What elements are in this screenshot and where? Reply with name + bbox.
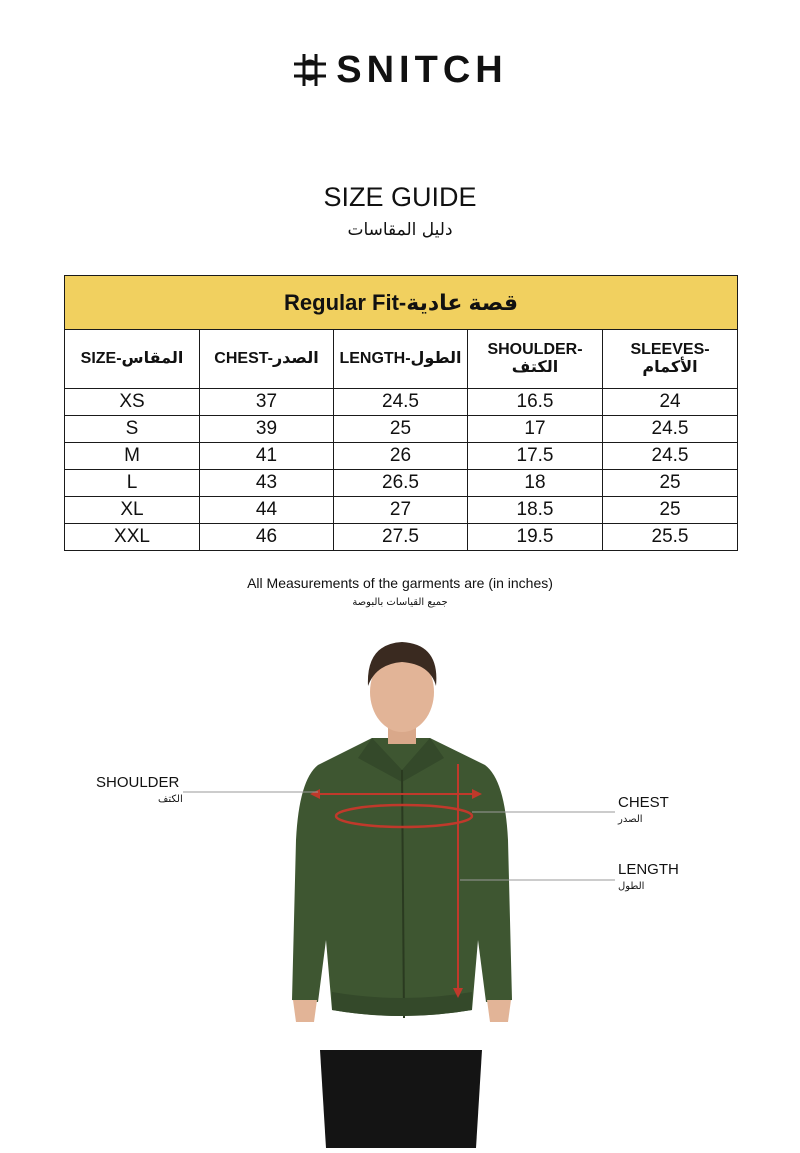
table-row [65,497,738,524]
table-row [65,470,738,497]
table-cell: S [65,416,200,443]
table-cell: XL [65,497,200,524]
table-row [65,416,738,443]
page-title-arabic: دليل المقاسات [347,220,453,240]
table-cell: 24.5 [334,389,468,416]
column-header-size: SIZE-المقاس [65,330,200,389]
model-illustration [0,630,800,1148]
table-cell: 46 [200,524,334,551]
column-header-length: LENGTH-الطول [334,330,468,389]
table-cell: 19.5 [468,524,603,551]
table-cell: XS [65,389,200,416]
table-row [65,524,738,551]
fit-header-row [65,276,738,330]
table-cell: 17.5 [468,443,603,470]
column-header-sleeves: SLEEVES- الأكمام [603,330,738,389]
table-cell: 27.5 [334,524,468,551]
column-header-shoulder: SHOULDER- الكتف [468,330,603,389]
left-hand [293,1000,317,1022]
column-header-chest: CHEST-الصدر [200,330,334,389]
table-cell: 24.5 [603,416,738,443]
page-title: SIZE GUIDE [323,182,477,212]
table-cell: 18.5 [468,497,603,524]
table-cell: L [65,470,200,497]
right-hand [487,1000,511,1022]
hash-grid-logo-icon [292,52,328,88]
table-cell: 25 [603,470,738,497]
chest-label-arabic: الصدر [618,814,643,825]
table-cell: 27 [334,497,468,524]
table-cell: 25 [334,416,468,443]
length-label: LENGTH [618,861,679,878]
shoulder-label-arabic: الكتف [158,794,183,805]
brand-name: SNITCH [336,49,508,91]
table-cell: 25 [603,497,738,524]
table-row [65,443,738,470]
table-cell: M [65,443,200,470]
measurement-note: All Measurements of the garments are (in inches) [247,575,553,591]
shoulder-label: SHOULDER [96,774,180,791]
length-label-arabic: الطول [618,881,645,892]
table-cell: 39 [200,416,334,443]
table-cell: 17 [468,416,603,443]
table-cell: 24.5 [603,443,738,470]
table-row [65,389,738,416]
model-diagram [0,630,800,1148]
table-cell: 24 [603,389,738,416]
table-cell: 37 [200,389,334,416]
trousers-shape [320,1050,482,1148]
table-cell: 43 [200,470,334,497]
chest-label: CHEST [618,794,669,811]
size-table [64,275,738,551]
measurement-note-arabic: جميع القياسات بالبوصة [352,597,448,608]
table-cell: 41 [200,443,334,470]
column-header-row [65,330,738,389]
table-cell: 25.5 [603,524,738,551]
table-cell: 16.5 [468,389,603,416]
brand-logo [0,50,800,90]
table-cell: XXL [65,524,200,551]
table-cell: 26 [334,443,468,470]
table-cell: 18 [468,470,603,497]
table-cell: 26.5 [334,470,468,497]
table-body [65,389,738,551]
fit-label: Regular Fit-قصة عادية [65,276,738,330]
table-cell: 44 [200,497,334,524]
